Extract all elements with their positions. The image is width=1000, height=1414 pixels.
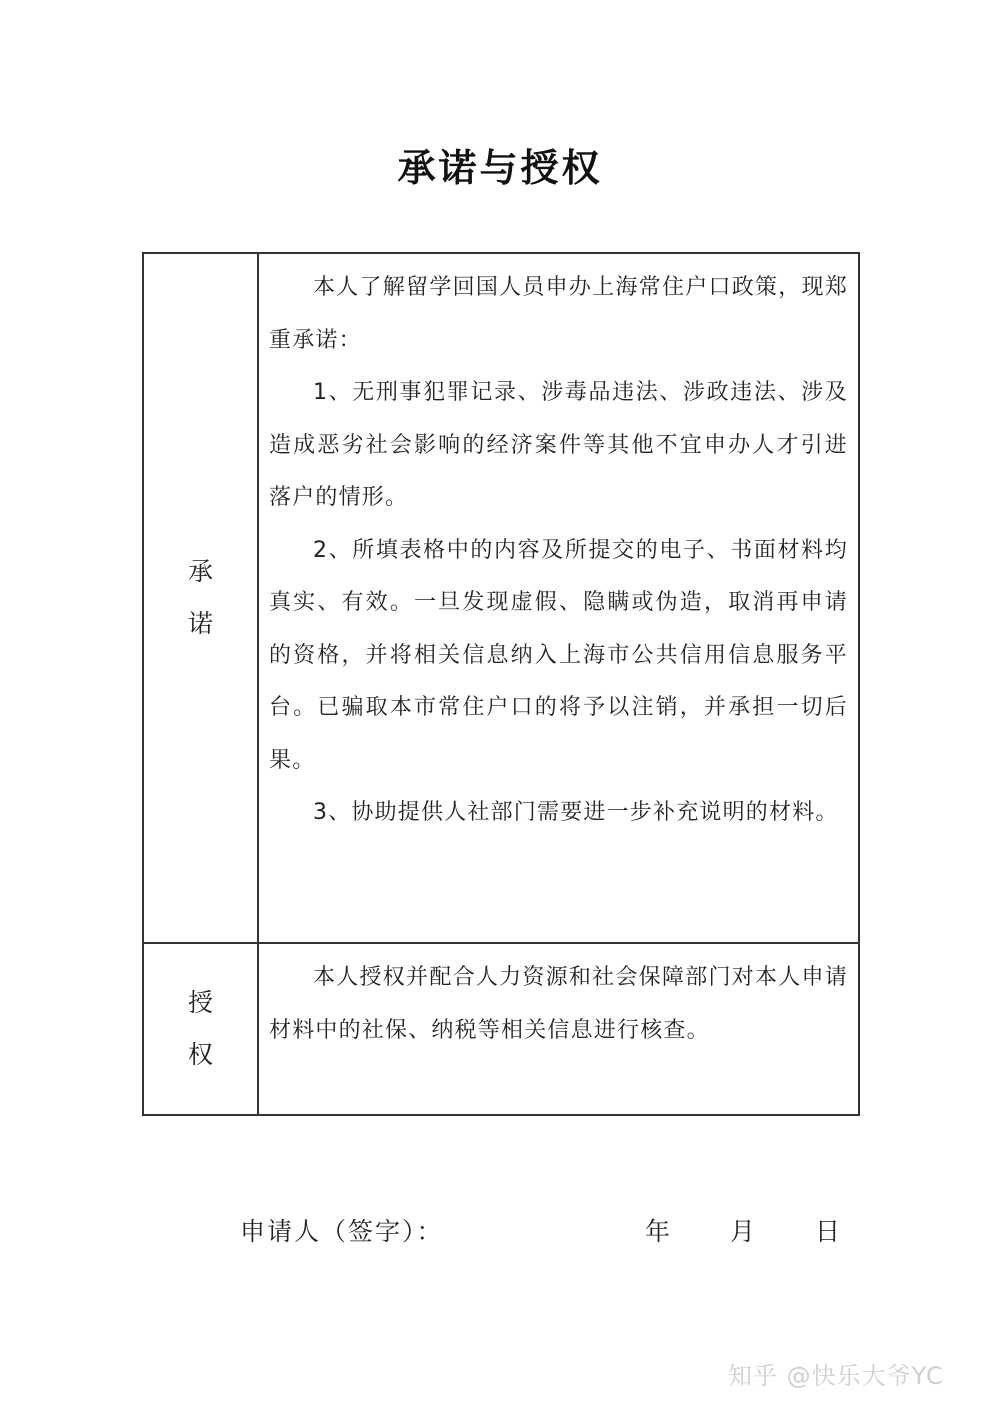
zhihu-watermark: 知乎 @快乐大爷YC: [728, 1362, 944, 1390]
promise-item-2: 2、所填表格中的内容及所提交的电子、书面材料均真实、有效。一旦发现虚假、隐瞒或伪造，取消再申请的资格，并将相关信息纳入上海市公共信用信息服务平台。已骗取本市常住户口的将予以注销，并承担一切后果。: [269, 537, 848, 773]
promise-row: [143, 253, 859, 943]
promise-label-cell: [143, 253, 258, 943]
signature-year-label: 年: [645, 1217, 671, 1246]
promise-item-1: 1、无刑事犯罪记录、涉毒品违法、涉政违法、涉及造成恶劣社会影响的经济案件等其他不宜申办人才引进落户的情形。: [269, 380, 848, 510]
authorization-content-cell: [258, 943, 859, 1115]
promise-item-3: 3、协助提供人社部门需要进一步补充说明的材料。: [313, 800, 839, 825]
promise-label-char: 承: [187, 557, 213, 586]
promise-intro-paragraph: 本人了解留学回国人员申办上海常住户口政策，现郑重承诺：: [269, 275, 848, 353]
signature-month-label: 月: [730, 1217, 756, 1246]
document-title: 承诺与授权: [397, 145, 603, 190]
promise-label-char: 诺: [187, 609, 213, 638]
authorization-label-cell: [143, 943, 258, 1115]
promise-content-cell: [258, 253, 859, 943]
signature-line: [240, 1212, 860, 1252]
authorization-paragraph: 本人授权并配合人力资源和社会保障部门对本人申请材料中的社保、纳税等相关信息进行核查。: [269, 965, 848, 1043]
authorization-label-char: 权: [187, 1040, 213, 1069]
promise-authorization-table: [142, 252, 860, 1116]
applicant-signature-label: 申请人（签字）：: [240, 1217, 444, 1246]
authorization-row: [143, 943, 859, 1115]
authorization-label-char: 授: [187, 988, 213, 1017]
signature-day-label: 日: [815, 1217, 841, 1246]
